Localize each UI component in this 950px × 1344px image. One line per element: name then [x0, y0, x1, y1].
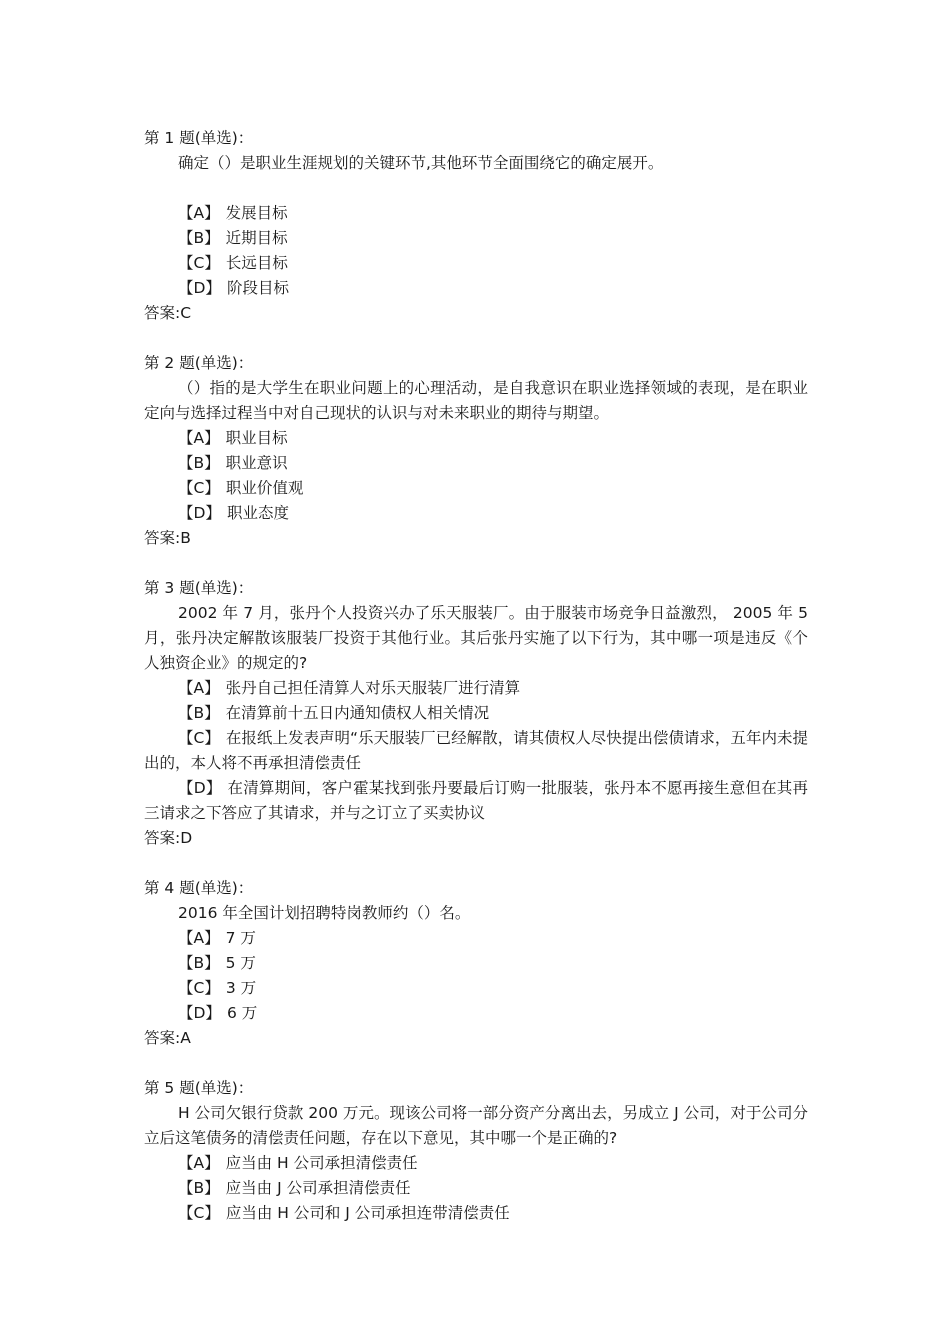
- option-letter: 【B】: [178, 954, 220, 972]
- question-4: [144, 876, 808, 1051]
- option-text: 7 万: [225, 929, 256, 947]
- exam-page: [144, 126, 808, 1251]
- option-letter: 【B】: [178, 454, 220, 472]
- option-letter: 【A】: [178, 429, 220, 447]
- option-b: [144, 451, 808, 476]
- question-header: 第 5 题(单选)：: [144, 1079, 254, 1097]
- option-text: 应当由 H 公司和 J 公司承担连带清偿责任: [225, 1204, 510, 1222]
- answer-line: 答案:C: [144, 304, 192, 322]
- option-text: 在清算期间，客户霍某找到张丹要最后订购一批服装，张丹本不愿再接生意但在其再三请求之下答应了其请求，并与之订立了买卖协议: [144, 779, 809, 822]
- option-a: [144, 426, 808, 451]
- question-stem: 确定（）是职业生涯规划的关键环节,其他环节全面围绕它的确定展开。: [178, 154, 664, 172]
- option-letter: 【C】: [178, 1204, 220, 1222]
- option-letter: 【D】: [178, 779, 222, 797]
- option-text: 职业意识: [225, 454, 288, 472]
- option-c: [144, 476, 808, 501]
- question-3: [144, 576, 808, 851]
- option-a: [144, 201, 808, 226]
- question-header: 第 3 题(单选)：: [144, 579, 254, 597]
- question-header: 第 1 题(单选)：: [144, 129, 254, 147]
- option-d: [144, 276, 808, 301]
- option-text: 阶段目标: [226, 279, 289, 297]
- question-stem: H 公司欠银行贷款 200 万元。现该公司将一部分资产分离出去，另成立 J 公司，对于公司分立后这笔债务的清偿责任问题，存在以下意见，其中哪一个是正确的?: [144, 1104, 808, 1147]
- question-2: [144, 351, 808, 551]
- option-text: 5 万: [225, 954, 256, 972]
- option-text: 职业态度: [226, 504, 289, 522]
- option-a: [144, 676, 808, 701]
- option-d: [144, 1001, 808, 1026]
- option-letter: 【C】: [178, 979, 220, 997]
- option-letter: 【D】: [178, 504, 221, 522]
- option-a: [144, 1151, 808, 1176]
- question-1: [144, 126, 808, 326]
- option-text: 长远目标: [225, 254, 288, 272]
- option-text: 在清算前十五日内通知债权人相关情况: [225, 704, 490, 722]
- question-header: 第 2 题(单选)：: [144, 354, 254, 372]
- option-letter: 【A】: [178, 679, 220, 697]
- option-letter: 【C】: [178, 254, 220, 272]
- question-stem: 2016 年全国计划招聘特岗教师约（）名。: [178, 904, 471, 922]
- blank-line: [144, 176, 808, 201]
- answer-line: 答案:A: [144, 1029, 191, 1047]
- option-text: 应当由 H 公司承担清偿责任: [225, 1154, 418, 1172]
- option-text: 6 万: [226, 1004, 258, 1022]
- answer-line: 答案:D: [144, 829, 193, 847]
- option-letter: 【B】: [178, 1179, 220, 1197]
- question-stem: （）指的是大学生在职业问题上的心理活动，是自我意识在职业选择领域的表现，是在职业定向与选择过程当中对自己现状的认识与对未来职业的期待与期望。: [144, 379, 808, 422]
- option-c: [144, 726, 808, 776]
- question-stem: 2002 年 7 月，张丹个人投资兴办了乐天服装厂。由于服装市场竞争日益激烈， 2005 年 5 月，张丹决定解散该服装厂投资于其他行业。其后张丹实施了以下行为，其中哪一项是违反《个人独资企业》的规定的?: [144, 604, 808, 672]
- option-letter: 【C】: [178, 479, 220, 497]
- option-b: [144, 951, 808, 976]
- option-letter: 【A】: [178, 204, 220, 222]
- option-text: 发展目标: [225, 204, 288, 222]
- option-letter: 【D】: [178, 279, 221, 297]
- answer-line: 答案:B: [144, 529, 191, 547]
- option-text: 近期目标: [225, 229, 288, 247]
- option-d: [144, 501, 808, 526]
- option-a: [144, 926, 808, 951]
- option-letter: 【B】: [178, 229, 220, 247]
- option-b: [144, 701, 808, 726]
- option-text: 应当由 J 公司承担清偿责任: [225, 1179, 411, 1197]
- question-5: [144, 1076, 808, 1226]
- question-header: 第 4 题(单选)：: [144, 879, 254, 897]
- option-letter: 【C】: [178, 729, 220, 747]
- option-text: 职业价值观: [225, 479, 304, 497]
- option-letter: 【D】: [178, 1004, 221, 1022]
- option-text: 张丹自己担任清算人对乐天服装厂进行清算: [225, 679, 521, 697]
- option-d: [144, 776, 808, 826]
- option-c: [144, 251, 808, 276]
- option-text: 3 万: [225, 979, 257, 997]
- option-c: [144, 1201, 808, 1226]
- option-c: [144, 976, 808, 1001]
- option-letter: 【A】: [178, 1154, 220, 1172]
- option-b: [144, 1176, 808, 1201]
- option-letter: 【A】: [178, 929, 220, 947]
- option-b: [144, 226, 808, 251]
- option-letter: 【B】: [178, 704, 220, 722]
- option-text: 职业目标: [225, 429, 288, 447]
- option-text: 在报纸上发表声明“乐天服装厂已经解散，请其债权人尽快提出偿债请求，五年内未提出的，本人将不再承担清偿责任: [144, 729, 808, 772]
